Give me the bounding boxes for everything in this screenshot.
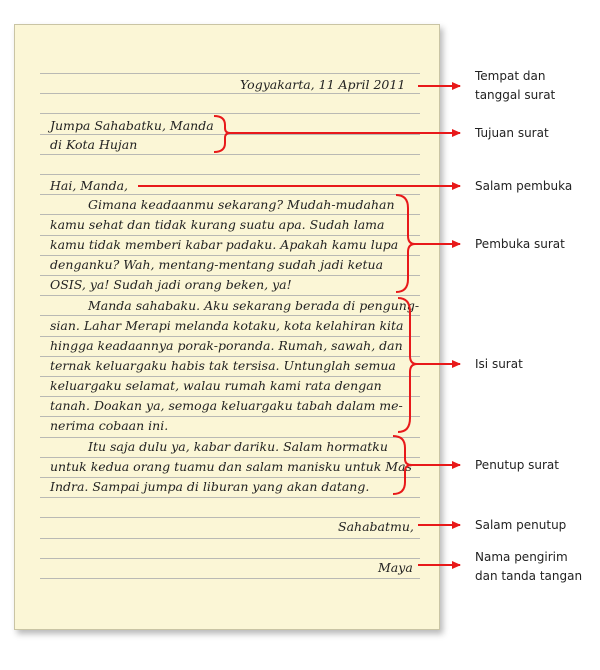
brace-opening <box>396 195 415 292</box>
label-opening: Pembuka surat <box>475 237 565 251</box>
opening-line-3: kamu tidak memberi kabar padaku. Apakah kamu lupa <box>50 237 399 252</box>
closing-line-3: Indra. Sampai jumpa di liburan yang akan datang. <box>50 479 370 494</box>
sender-name-text: Maya <box>378 560 413 575</box>
body-line-5: keluargaku selamat, walau rumah kami rata dengan <box>50 378 382 393</box>
closing-line-1: Itu saja dulu ya, kabar dariku. Salam hormatku <box>88 439 388 454</box>
body-line-6: tanah. Doakan ya, semoga keluargaku tabah dalam me- <box>50 398 403 413</box>
label-place-date-1: Tempat dan <box>475 69 546 83</box>
label-closing-salutation: Salam penutup <box>475 518 567 532</box>
body-line-2: sian. Lahar Merapi melanda kotaku, kota kelahiran kita <box>50 318 404 333</box>
closing-line-2: untuk kedua orang tuamu dan salam manisku untuk Mas <box>50 459 412 474</box>
place-date-text: Yogyakarta, 11 April 2011 <box>240 77 406 92</box>
body-line-4: ternak keluargaku habis tak tersisa. Untunglah semua <box>50 358 396 373</box>
brace-body <box>398 298 417 432</box>
recipient-line-1: Jumpa Sahabatku, Manda <box>50 118 214 133</box>
body-line-7: nerima cobaan ini. <box>50 418 169 433</box>
recipient-line-2: di Kota Hujan <box>50 137 138 152</box>
label-closing: Penutup surat <box>475 458 559 472</box>
opening-line-2: kamu sehat dan tidak kurang suatu apa. Sudah lama <box>50 217 385 232</box>
brace-recipient <box>214 116 230 152</box>
brace-closing <box>393 436 412 494</box>
opening-line-5: OSIS, ya! Sudah jadi orang beken, ya! <box>50 277 292 292</box>
label-sender-2: dan tanda tangan <box>475 569 583 583</box>
label-sender-1: Nama pengirim <box>475 550 568 564</box>
label-place-date-2: tanggal surat <box>475 88 556 102</box>
body-line-1: Manda sahabaku. Aku sekarang berada di pengung- <box>88 298 420 313</box>
opening-line-1: Gimana keadaanmu sekarang? Mudah-mudahan <box>88 197 395 212</box>
body-line-3: hingga keadaannya porak-poranda. Rumah, sawah, dan <box>50 338 403 353</box>
opening-line-4: denganku? Wah, mentang-mentang sudah jadi ketua <box>50 257 384 272</box>
label-greeting: Salam pembuka <box>475 179 573 193</box>
label-recipient: Tujuan surat <box>475 126 549 140</box>
closing-salutation-text: Sahabatmu, <box>338 519 414 534</box>
label-body: Isi surat <box>475 357 523 371</box>
greeting-text: Hai, Manda, <box>50 178 129 193</box>
